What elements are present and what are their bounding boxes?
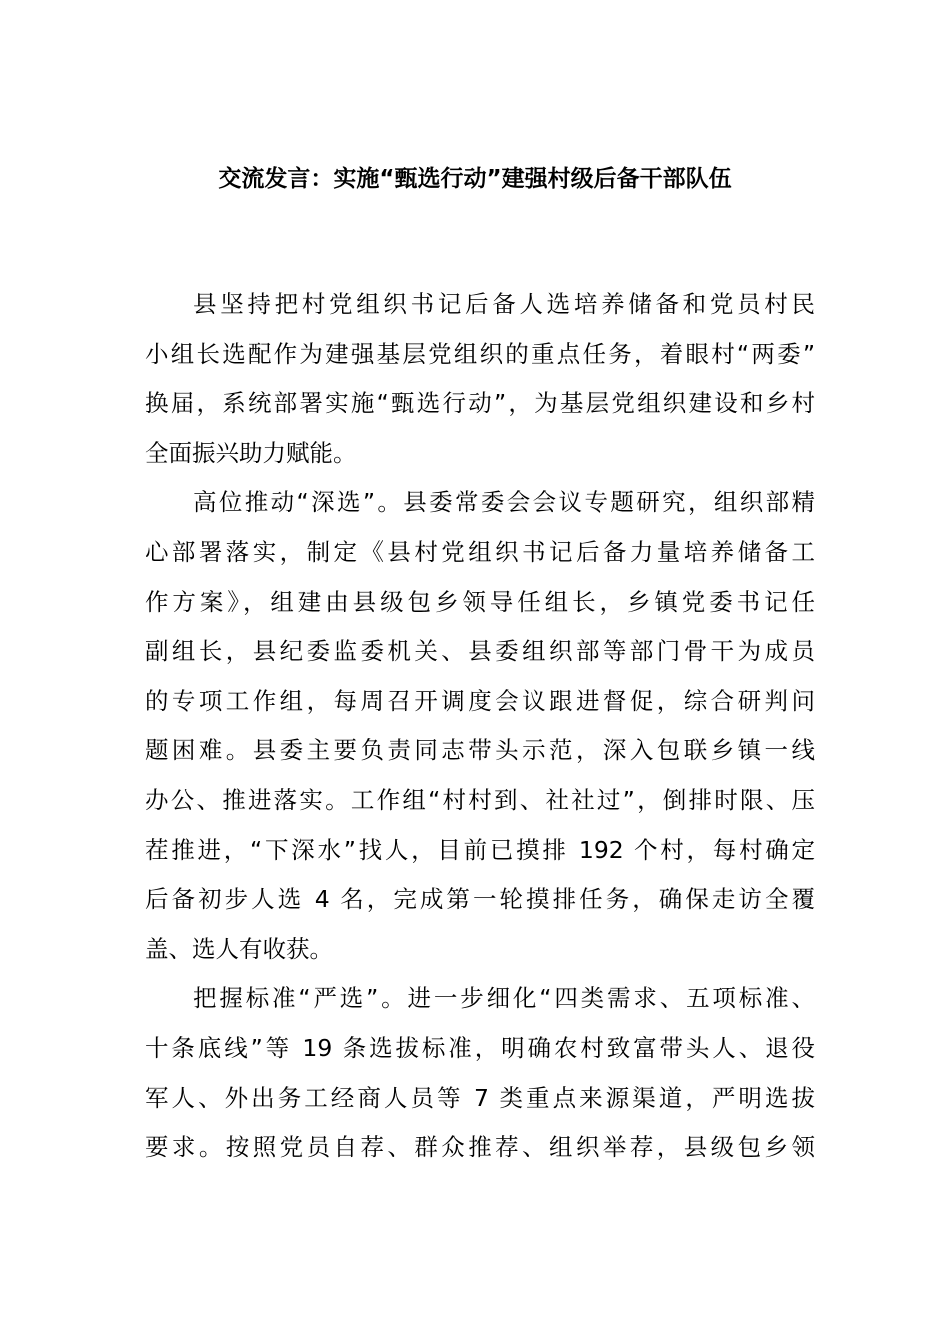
text-line: 茬推进，“下深水”找人，目前已摸排 192 个村，每村确定 [145, 835, 815, 864]
text-line: 全面振兴助力赋能。 [145, 438, 357, 467]
text-line: 军人、外出务工经商人员等 7 类重点来源渠道，严明选拔 [145, 1083, 815, 1112]
text-line: 县坚持把村党组织书记后备人选培养储备和党员村民 [193, 290, 815, 318]
text-line: 题困难。县委主要负责同志带头示范，深入包联乡镇一线 [145, 736, 815, 765]
text-line: 高位推动“深选”。县委常委会会议专题研究，组织部精 [193, 488, 815, 517]
text-line: 十条底线”等 19 条选拔标准，明确农村致富带头人、退役 [145, 1033, 815, 1062]
text-line: 办公、推进落实。工作组“村村到、社社过”，倒排时限、压 [145, 785, 815, 814]
paragraph [145, 280, 815, 478]
text-line: 把握标准“严选”。进一步细化“四类需求、五项标准、 [193, 984, 815, 1013]
text-line: 盖、选人有收获。 [145, 934, 333, 963]
text-line: 心部署落实，制定《县村党组织书记后备力量培养储备工 [145, 537, 815, 566]
paragraph [145, 478, 815, 974]
document-body [145, 280, 815, 1173]
text-line: 副组长，县纪委监委机关、县委组织部等部门骨干为成员 [145, 637, 815, 666]
text-line: 后备初步人选 4 名，完成第一轮摸排任务，确保走访全覆 [145, 885, 815, 914]
text-line: 换届，系统部署实施“甄选行动”，为基层党组织建设和乡村 [145, 389, 815, 418]
text-line: 作方案》，组建由县级包乡领导任组长，乡镇党委书记任 [145, 587, 815, 616]
text-line: 要求。按照党员自荐、群众推荐、组织举荐，县级包乡领 [145, 1133, 815, 1162]
document-title: 交流发言：实施“甄选行动”建强村级后备干部队伍 [218, 166, 732, 192]
text-line: 小组长选配作为建强基层党组织的重点任务，着眼村“两委” [145, 339, 815, 368]
paragraph [145, 974, 815, 1172]
text-line: 的专项工作组，每周召开调度会议跟进督促，综合研判问 [145, 686, 815, 715]
